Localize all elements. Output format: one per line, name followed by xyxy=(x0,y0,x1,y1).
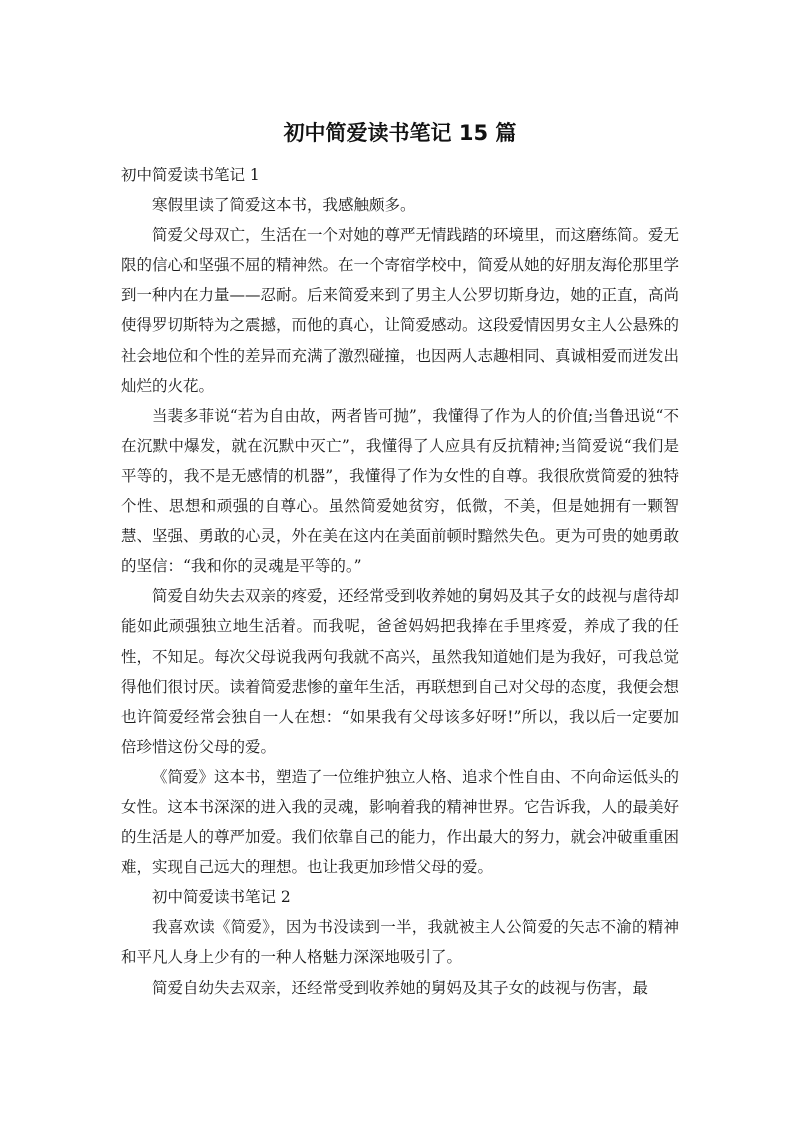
paragraph: 当裴多菲说“若为自由故，两者皆可抛”，我懂得了作为人的价值;当鲁迅说“不在沉默中爆发，就在沉默中灭亡”，我懂得了人应具有反抗精神;当简爱说“我们是平等的，我不是无感情的机器”，我懂得了作为女性的自尊。我很欣赏简爱的独特个性、思想和顽强的自尊心。虽然简爱她贫穷，低微，不美，但是她拥有一颗智慧、坚强、勇敢的心灵，外在美在这内在美面前顿时黯然失色。更为可贵的她勇敢的坚信：“我和你的灵魂是平等的。” xyxy=(121,406,680,576)
paragraph: 简爱父母双亡，生活在一个对她的尊严无情践踏的环境里，而这磨练简。爱无限的信心和坚强不屈的精神然。在一个寄宿学校中，简爱从她的好朋友海伦那里学到一种内在力量——忍耐。后来简爱来到了男主人公罗切斯身边，她的正直，高尚使得罗切斯特为之震撼，而他的真心，让简爱感动。这段爱情因男女主人公悬殊的社会地位和个性的差异而充满了激烈碰撞，也因两人志趣相同、真诚相爱而迸发出灿烂的火花。 xyxy=(121,226,680,395)
paragraph: 简爱自幼失去双亲，还经常受到收养她的舅妈及其子女的歧视与伤害，最 xyxy=(152,978,649,997)
document-body xyxy=(121,160,679,1003)
section-heading: 初中简爱读书笔记 2 xyxy=(152,888,291,907)
paragraph: 我喜欢读《简爱》，因为书没读到一半，我就被主人公简爱的矢志不渝的精神和平凡人身上少有的一种人格魅力深深地吸引了。 xyxy=(121,918,679,967)
paragraph: 简爱自幼失去双亲的疼爱，还经常受到收养她的舅妈及其子女的歧视与虐待却能如此顽强独立地生活着。而我呢，爸爸妈妈把我捧在手里疼爱，养成了我的任性，不知足。每次父母说我两句我就不高兴，虽然我知道她们是为我好，可我总觉得他们很讨厌。读着简爱悲惨的童年生活，再联想到自己对父母的态度，我便会想也许简爱经常会独自一人在想：“如果我有父母该多好呀!”所以，我以后一定要加倍珍惜这份父母的爱。 xyxy=(121,587,680,756)
section-heading: 初中简爱读书笔记 1 xyxy=(121,166,260,184)
paragraph: 寒假里读了简爱这本书，我感触颇多。 xyxy=(152,196,416,215)
paragraph: 《简爱》这本书，塑造了一位维护独立人格、追求个性自由、不向命运低头的女性。这本书深深的进入我的灵魂，影响着我的精神世界。它告诉我，人的最美好的生活是人的尊严加爱。我们依靠自己的能力，作出最大的努力，就会冲破重重困难，实现自己远大的理想。也让我更加珍惜父母的爱。 xyxy=(121,767,680,877)
document-title: 初中简爱读书笔记 15 篇 xyxy=(283,121,517,145)
